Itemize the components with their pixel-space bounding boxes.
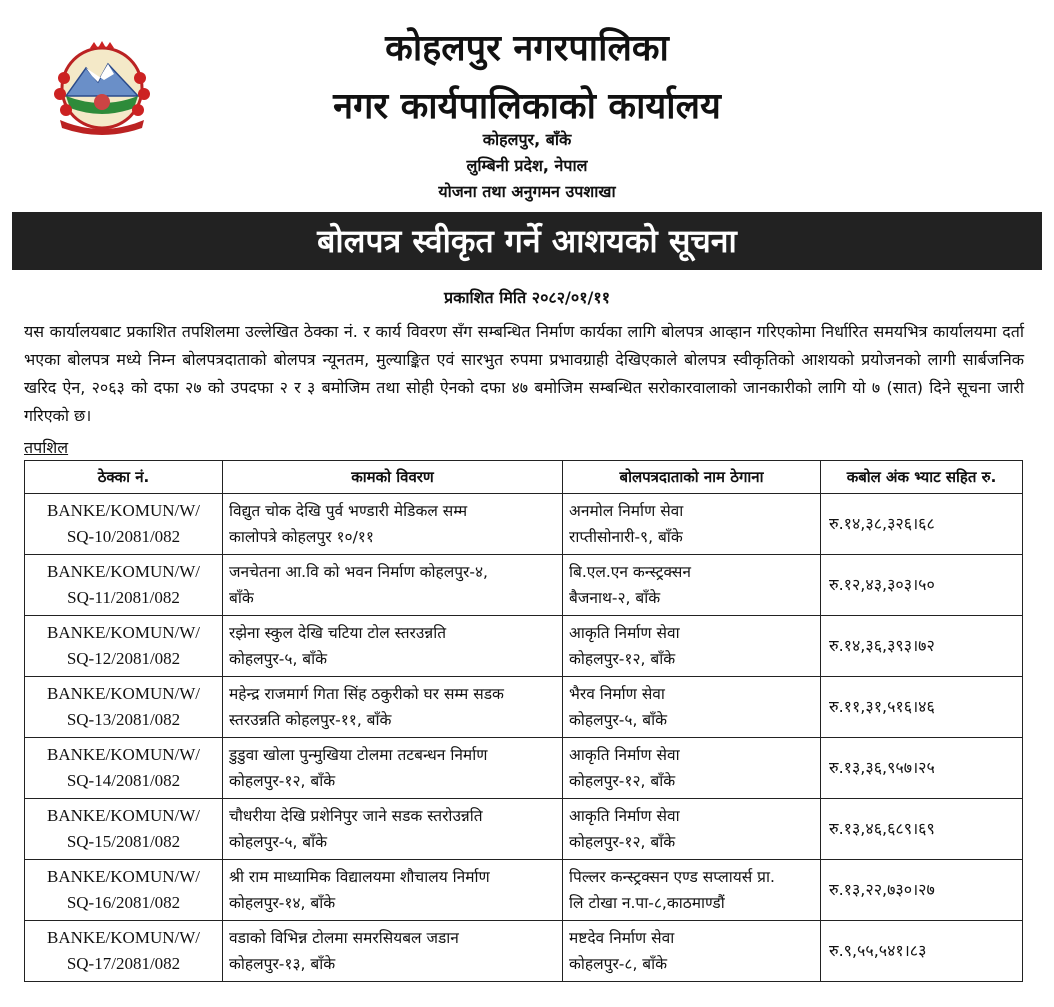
bidder-line: अनमोल निर्माण सेवा bbox=[569, 502, 684, 520]
amount-cell bbox=[821, 921, 1023, 982]
work-description-cell bbox=[223, 677, 563, 738]
table-header-row bbox=[25, 461, 1023, 494]
work-description-line: कोहलपुर-१३, बाँके bbox=[229, 955, 336, 973]
contract-no-line: BANKE/KOMUN/W/ bbox=[47, 623, 200, 642]
work-description-line: विद्युत चोक देखि पुर्व भण्डारी मेडिकल सम्म bbox=[229, 502, 468, 520]
contract-no-cell bbox=[25, 860, 223, 921]
bidder-line: कोहलपुर-८, बाँके bbox=[569, 955, 668, 973]
bidder-line: भैरव निर्माण सेवा bbox=[569, 685, 665, 703]
contract-no-line: BANKE/KOMUN/W/ bbox=[47, 562, 200, 581]
table-row bbox=[25, 555, 1023, 616]
intro-paragraph: यस कार्यालयबाट प्रकाशित तपशिलमा उल्लेखित ठेक्का नं. र कार्य विवरण सँग सम्बन्धित निर्माण कार्यका लागि बोलपत्र आव्हान गरिएकोमा निर्धारित समयभित्र कार्यालयमा दर्ता भएका बोलपत्र मध्ये निम्न बोलपत्रदाताको बोलपत्र न्यूनतम, मुल्याङ्कित एवं सारभुत रुपमा प्रभावग्राही देखिएकाले बोलपत्र स्वीकृतिको आशयको प्रयोजनको लागी सार्बजनिक खरिद ऐन, २०६३ को दफा २७ को उपदफा २ र ३ बमोजिम तथा सोही ऐनको दफा ४७ बमोजिम सम्बन्धित सरोकारवालाको जानकारीको लागि यो ७ (सात) दिने सूचना जारी गरिएको छ। bbox=[24, 322, 1024, 425]
bidder-line: आकृति निर्माण सेवा bbox=[569, 746, 680, 764]
amount-line: रु.१२,४३,३०३।५० bbox=[829, 575, 935, 594]
contract-no-line: SQ-17/2081/082 bbox=[66, 954, 181, 973]
contract-no-line: BANKE/KOMUN/W/ bbox=[47, 501, 200, 520]
contract-no-line: SQ-11/2081/082 bbox=[67, 588, 180, 607]
bidder-line: बि.एल.एन कन्स्ट्रक्सन bbox=[569, 563, 691, 581]
work-description-cell bbox=[223, 616, 563, 677]
contract-no-line: BANKE/KOMUN/W/ bbox=[47, 867, 200, 886]
amount-cell bbox=[821, 738, 1023, 799]
contract-no-line: BANKE/KOMUN/W/ bbox=[47, 806, 200, 825]
contract-no-line: SQ-10/2081/082 bbox=[66, 527, 181, 546]
work-description-line: कोहलपुर-१२, बाँके bbox=[229, 772, 336, 790]
work-description-cell bbox=[223, 799, 563, 860]
header-bidder: बोलपत्रदाताको नाम ठेगाना bbox=[563, 461, 821, 494]
bidder-cell bbox=[563, 799, 821, 860]
work-description-cell bbox=[223, 921, 563, 982]
bidder-cell bbox=[563, 738, 821, 799]
bidder-cell bbox=[563, 860, 821, 921]
work-description-line: जनचेतना आ.वि को भवन निर्माण कोहलपुर-४, bbox=[229, 563, 488, 581]
details-label: तपशिल bbox=[24, 438, 69, 457]
table-row bbox=[25, 860, 1023, 921]
header-contract-no: ठेक्का नं. bbox=[25, 461, 223, 494]
work-description-cell bbox=[223, 860, 563, 921]
contract-no-line: SQ-16/2081/082 bbox=[66, 893, 181, 912]
table-row bbox=[25, 616, 1023, 677]
work-description-line: बाँके bbox=[229, 589, 254, 607]
work-description-line: कालोपत्रे कोहलपुर १०/११ bbox=[229, 528, 374, 546]
contract-no-cell bbox=[25, 616, 223, 677]
contract-no-line: SQ-12/2081/082 bbox=[66, 649, 181, 668]
work-description-cell bbox=[223, 555, 563, 616]
bidder-line: पिल्लर कन्स्ट्रक्सन एण्ड सप्लायर्स प्रा. bbox=[569, 868, 775, 886]
bidder-line: आकृति निर्माण सेवा bbox=[569, 624, 680, 642]
table-row bbox=[25, 677, 1023, 738]
header-work-description: कामको विवरण bbox=[223, 461, 563, 494]
amount-line: रु.१३,२२,७३०।२७ bbox=[829, 880, 935, 899]
contract-no-line: SQ-14/2081/082 bbox=[66, 771, 181, 790]
amount-cell bbox=[821, 616, 1023, 677]
table-row bbox=[25, 921, 1023, 982]
contract-no-cell bbox=[25, 738, 223, 799]
header-amount: कबोल अंक भ्याट सहित रु. bbox=[821, 461, 1023, 494]
contract-no-cell bbox=[25, 555, 223, 616]
bidder-cell bbox=[563, 921, 821, 982]
table-row bbox=[25, 799, 1023, 860]
amount-cell bbox=[821, 799, 1023, 860]
amount-line: रु.१३,३६,९५७।२५ bbox=[829, 758, 935, 777]
work-description-cell bbox=[223, 494, 563, 555]
work-description-line: श्री राम माध्यामिक विद्यालयमा शौचालय निर्माण bbox=[229, 868, 490, 886]
office-title: नगर कार्यपालिकाको कार्यालय bbox=[333, 85, 721, 127]
bidder-cell bbox=[563, 494, 821, 555]
work-description-line: रझेना स्कुल देखि चटिया टोल स्तरउन्नति bbox=[229, 624, 447, 642]
bidder-line: कोहलपुर-१२, बाँके bbox=[569, 833, 676, 851]
contract-no-line: BANKE/KOMUN/W/ bbox=[47, 745, 200, 764]
amount-line: रु.१३,४६,६८९।६९ bbox=[829, 819, 935, 838]
bidder-cell bbox=[563, 677, 821, 738]
contract-no-line: BANKE/KOMUN/W/ bbox=[47, 928, 200, 947]
amount-cell bbox=[821, 677, 1023, 738]
amount-cell bbox=[821, 555, 1023, 616]
bidder-line: बैजनाथ-२, बाँके bbox=[569, 589, 661, 607]
work-description-line: डुडुवा खोला पुन्मुखिया टोलमा तटबन्धन निर्माण bbox=[229, 746, 488, 764]
table-row bbox=[25, 738, 1023, 799]
contracts-table bbox=[24, 460, 1023, 982]
contract-no-line: SQ-15/2081/082 bbox=[66, 832, 181, 851]
amount-line: रु.९,५५,५४१।८३ bbox=[829, 941, 927, 960]
amount-line: रु.११,३१,५१६।४६ bbox=[829, 697, 935, 716]
contract-no-cell bbox=[25, 799, 223, 860]
bidder-line: कोहलपुर-१२, बाँके bbox=[569, 772, 676, 790]
work-description-line: वडाको विभिन्न टोलमा समरसियबल जडान bbox=[229, 929, 459, 947]
address-line-2: लुम्बिनी प्रदेश, नेपाल bbox=[466, 156, 588, 175]
bidder-line: आकृति निर्माण सेवा bbox=[569, 807, 680, 825]
table-row bbox=[25, 494, 1023, 555]
amount-line: रु.१४,३६,३९३।७२ bbox=[829, 636, 935, 655]
bidder-line: मष्टदेव निर्माण सेवा bbox=[569, 929, 675, 947]
bidder-cell bbox=[563, 555, 821, 616]
contract-no-cell bbox=[25, 677, 223, 738]
work-description-line: चौधरीया देखि प्रशेनिपुर जाने सडक स्तरोउन्नति bbox=[229, 807, 483, 825]
bidder-cell bbox=[563, 616, 821, 677]
published-date: प्रकाशित मिति २०८२/०१/११ bbox=[443, 288, 611, 307]
bidder-line: कोहलपुर-१२, बाँके bbox=[569, 650, 676, 668]
work-description-line: कोहलपुर-५, बाँके bbox=[229, 650, 328, 668]
contract-no-cell bbox=[25, 494, 223, 555]
branch-name: योजना तथा अनुगमन उपशाखा bbox=[438, 182, 616, 201]
work-description-line: कोहलपुर-५, बाँके bbox=[229, 833, 328, 851]
bidder-line: कोहलपुर-५, बाँके bbox=[569, 711, 668, 729]
amount-line: रु.१४,३८,३२६।६८ bbox=[829, 514, 935, 533]
notice-title-banner: बोलपत्र स्वीकृत गर्ने आशयको सूचना bbox=[12, 212, 1042, 270]
municipality-title: कोहलपुर नगरपालिका bbox=[385, 27, 669, 69]
bidder-line: राप्तीसोनारी-९, बाँके bbox=[569, 528, 683, 546]
bidder-line: लि टोखा न.पा-८,काठमाण्डौं bbox=[569, 894, 725, 912]
address-line-1: कोहलपुर, बाँके bbox=[482, 130, 572, 149]
work-description-line: महेन्द्र राजमार्ग गिता सिंह ठकुरीको घर सम्म सडक bbox=[229, 685, 504, 703]
contract-no-line: BANKE/KOMUN/W/ bbox=[47, 684, 200, 703]
contract-no-line: SQ-13/2081/082 bbox=[66, 710, 181, 729]
amount-cell bbox=[821, 860, 1023, 921]
contract-no-cell bbox=[25, 921, 223, 982]
work-description-line: स्तरउन्नति कोहलपुर-११, बाँके bbox=[229, 711, 392, 729]
work-description-line: कोहलपुर-१४, बाँके bbox=[229, 894, 336, 912]
amount-cell bbox=[821, 494, 1023, 555]
work-description-cell bbox=[223, 738, 563, 799]
